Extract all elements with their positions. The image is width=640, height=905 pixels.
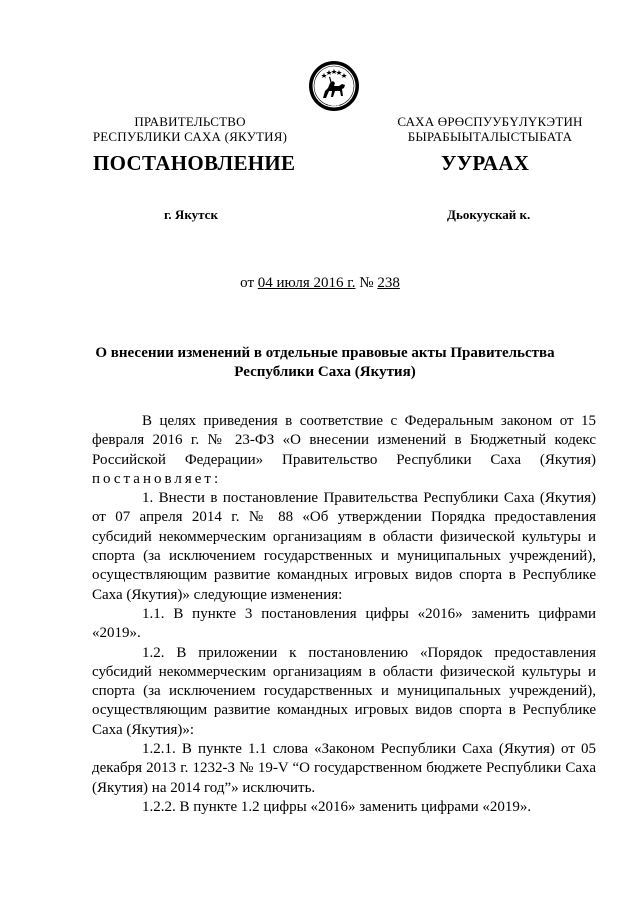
right-organization-name [380,114,600,144]
decree-number: 238 [377,275,400,291]
right-org-line1: САХА ӨРӨСПУУБҮЛҮКЭТИН [397,114,583,129]
paragraph-1-2: 1.2. В приложении к постановлению «Порядок предоставления субсидий некоммерческим организациям в области физической культуры и спорта (за исключением государственных и муниципальных учреждений), осуществляющим развитие командных игровых видов спорта в Республике Саха (Якутия)»: [92,644,596,738]
date-prefix: от [240,275,258,291]
paragraph-1-2-1: 1.2.1. В пункте 1.1 слова «Законом Республики Саха (Якутия) от 05 декабря 2013 г. 1232-З № 19-V “О государственном бюджете Республики Саха (Якутия) на 2014 год”» исключить. [92,741,596,796]
intro-paragraph [92,412,596,489]
paragraph-1-2-2: 1.2.2. В пункте 1.2 цифры «2016» заменить цифрами «2019». [142,798,532,815]
decree-body [92,412,596,817]
right-org-line2: БЫРАБЫЫТАЛЫСТЫБАТА [407,129,573,144]
intro-text: В целях приведения в соответствие с Федеральным законом от 15 февраля 2016 г. № 23-ФЗ «О внесении изменений в Бюджетный кодекс Российской Федерации» Правительство Республики Саха (Якутия) [92,413,596,468]
city-yakut: Дьокуускай к. [447,207,531,222]
number-sign: № [355,275,378,291]
document-type-russian: ПОСТАНОВЛЕНИЕ [93,151,296,175]
title-line2: Республики Саха (Якутия) [234,364,416,380]
coat-of-arms-sakha-icon [308,60,360,112]
paragraph-1-1: 1.1. В пункте 3 постановления цифры «2016» заменить цифрами «2019». [92,605,596,642]
left-org-line1: ПРАВИТЕЛЬСТВО [134,114,246,129]
decree-word: постановляет: [92,470,222,487]
svg-text:САХА: САХА [328,103,340,108]
document-type-yakut: УУРААХ [441,151,530,175]
left-org-line2: РЕСПУБЛИКИ САХА (ЯКУТИЯ) [92,129,288,144]
decree-date: 04 июля 2016 г. [257,275,356,291]
paragraph-1: 1. Внести в постановление Правительства Республики Саха (Якутия) от 07 апреля 2014 г. № 88 «Об утверждении Порядка предоставления субсидий некоммерческим организациям в области физической культуры и спорта (за исключением государственных и муниципальных учреждений), осуществляющим развитие командных игровых видов спорта в Республике Саха (Якутия)» следующие изменения: [92,490,596,603]
title-line1: О внесении изменений в отдельные правовые акты Правительства [95,345,555,361]
decree-date-number [0,275,640,292]
city-russian: г. Якутск [164,207,218,222]
left-organization-name [80,114,300,144]
decree-title [90,344,560,382]
